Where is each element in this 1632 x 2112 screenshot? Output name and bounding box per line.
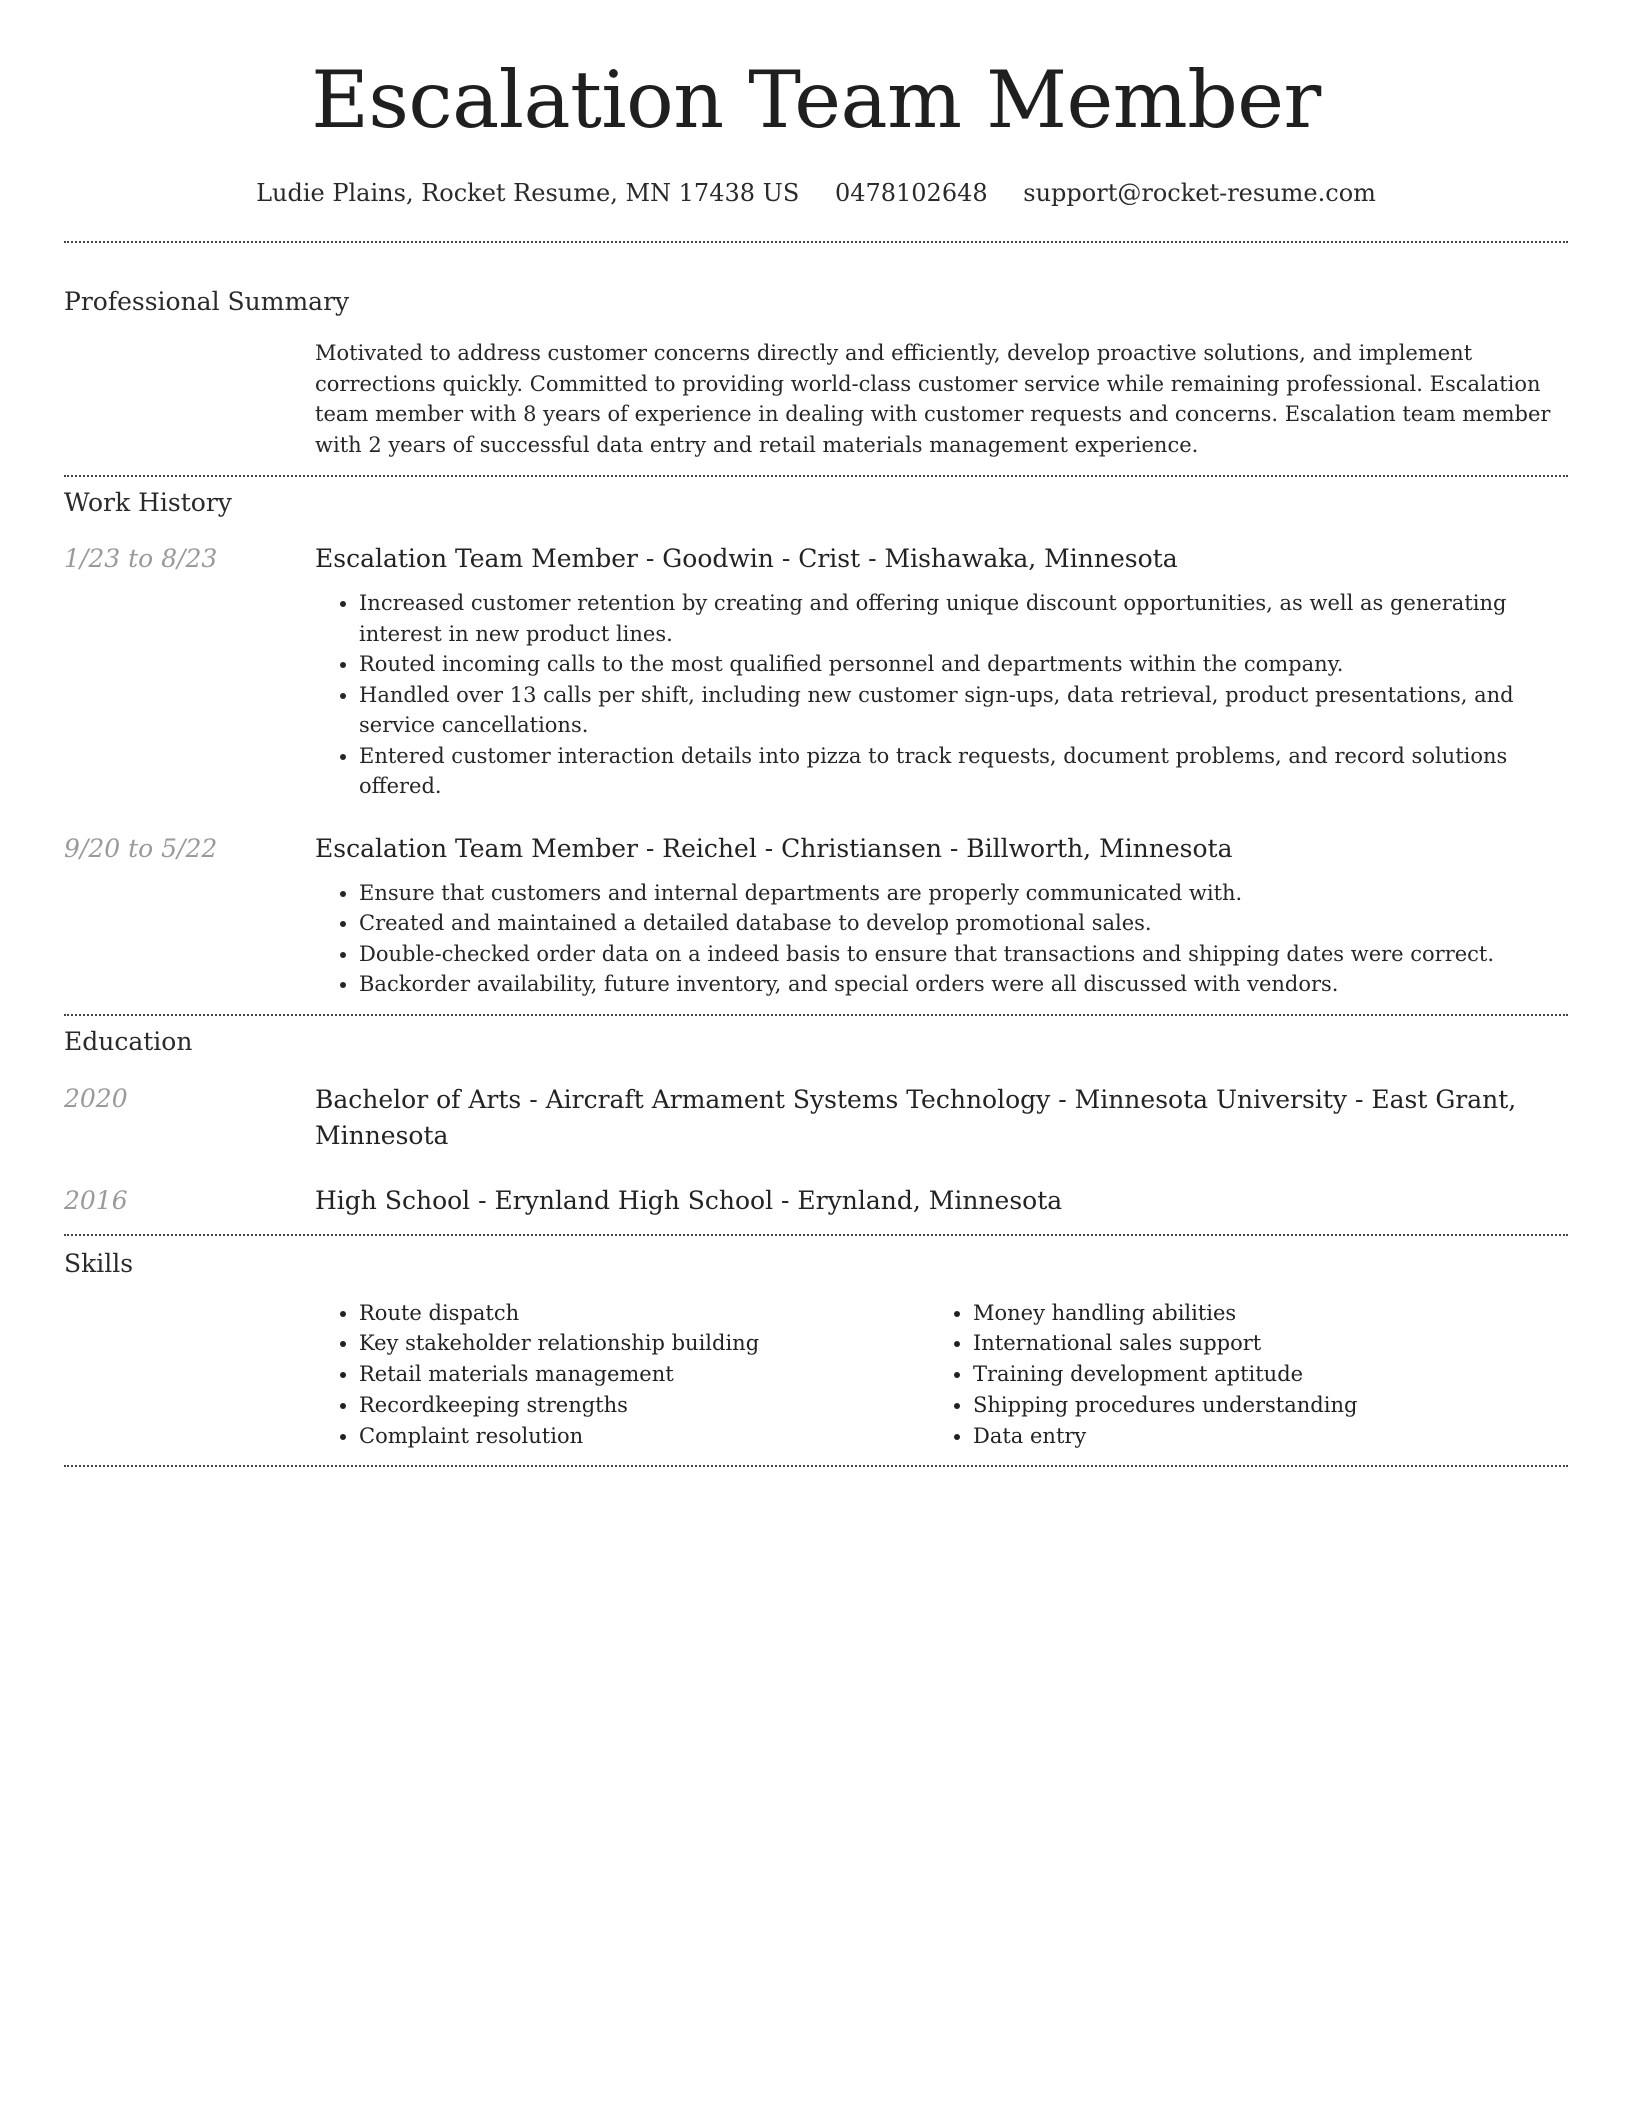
skills-list-left (315, 1298, 929, 1452)
resume-page (64, 0, 1568, 1467)
skills-section (64, 1236, 1568, 1452)
list-item: • Data entry (973, 1421, 1533, 1452)
list-item: • Money handling abilities (973, 1298, 1533, 1329)
list-item: • Retail materials management (359, 1359, 929, 1390)
list-item: • Backorder availability, future inventory, and special orders were all discussed with vendors. (359, 969, 1568, 1000)
divider (64, 1465, 1568, 1467)
job-entry (64, 832, 1568, 1000)
list-item: • Ensure that customers and internal departments are properly communicated with. (359, 878, 1568, 909)
job-bullets (315, 588, 1568, 802)
job-dates: 9/20 to 5/22 (64, 833, 218, 863)
work-section (64, 477, 1568, 1000)
education-detail: High School - Erynland High School - Erynland, Minnesota (315, 1185, 1063, 1215)
education-heading: Education (64, 1026, 193, 1056)
list-item: • Increased customer retention by creating and offering unique discount opportunities, as well as generating interest in new product lines. (359, 588, 1568, 649)
summary-section (64, 243, 1568, 460)
summary-text: Motivated to address customer concerns directly and efficiently, develop proactive solutions, and implement corrections quickly. Committed to providing world-class customer service while remaining professional. Escalation team member with 8 years of experience in dealing with customer requests and concerns. Escalation team member with 2 years of successful data entry and retail materials management experience. (315, 341, 1551, 457)
list-item: • Handled over 13 calls per shift, including new customer sign-ups, data retrieval, product presentations, and service cancellations. (359, 680, 1568, 741)
list-item: • International sales support (973, 1328, 1533, 1359)
contact-email: support@rocket-resume.com (1023, 179, 1376, 207)
job-bullets (315, 878, 1568, 1000)
list-item: • Shipping procedures understanding (973, 1390, 1533, 1421)
education-section (64, 1016, 1568, 1218)
list-item: • Double-checked order data on a indeed basis to ensure that transactions and shipping dates were correct. (359, 939, 1568, 970)
education-year: 2020 (64, 1083, 128, 1113)
education-entry (64, 1184, 1568, 1218)
list-item: • Routed incoming calls to the most qualified personnel and departments within the company. (359, 649, 1568, 680)
resume-title: Escalation Team Member (311, 54, 1321, 146)
work-heading: Work History (64, 488, 232, 517)
list-item: • Entered customer interaction details into pizza to track requests, document problems, and record solutions offered. (359, 741, 1568, 802)
list-item: • Key stakeholder relationship building (359, 1328, 929, 1359)
list-item: • Complaint resolution (359, 1421, 929, 1452)
contact-address: Ludie Plains, Rocket Resume, MN 17438 US (256, 179, 800, 207)
summary-heading: Professional Summary (64, 287, 350, 316)
skills-heading: Skills (64, 1248, 134, 1278)
job-entry (64, 542, 1568, 802)
list-item: • Created and maintained a detailed database to develop promotional sales. (359, 908, 1568, 939)
education-detail: Bachelor of Arts - Aircraft Armament Systems Technology - Minnesota University - East Grant, Minnesota (315, 1084, 1517, 1150)
list-item: • Recordkeeping strengths (359, 1390, 929, 1421)
skills-list-right (929, 1298, 1533, 1452)
contact-line (64, 178, 1568, 208)
education-entry (64, 1082, 1568, 1154)
job-heading: Escalation Team Member - Reichel - Christiansen - Billworth, Minnesota (315, 833, 1233, 863)
list-item: • Training development aptitude (973, 1359, 1533, 1390)
job-dates: 1/23 to 8/23 (64, 544, 218, 573)
job-heading: Escalation Team Member - Goodwin - Crist - Mishawaka, Minnesota (315, 544, 1178, 573)
skills-columns (315, 1298, 1568, 1452)
contact-phone: 0478102648 (834, 179, 988, 207)
education-year: 2016 (64, 1185, 128, 1215)
list-item: • Route dispatch (359, 1298, 929, 1329)
